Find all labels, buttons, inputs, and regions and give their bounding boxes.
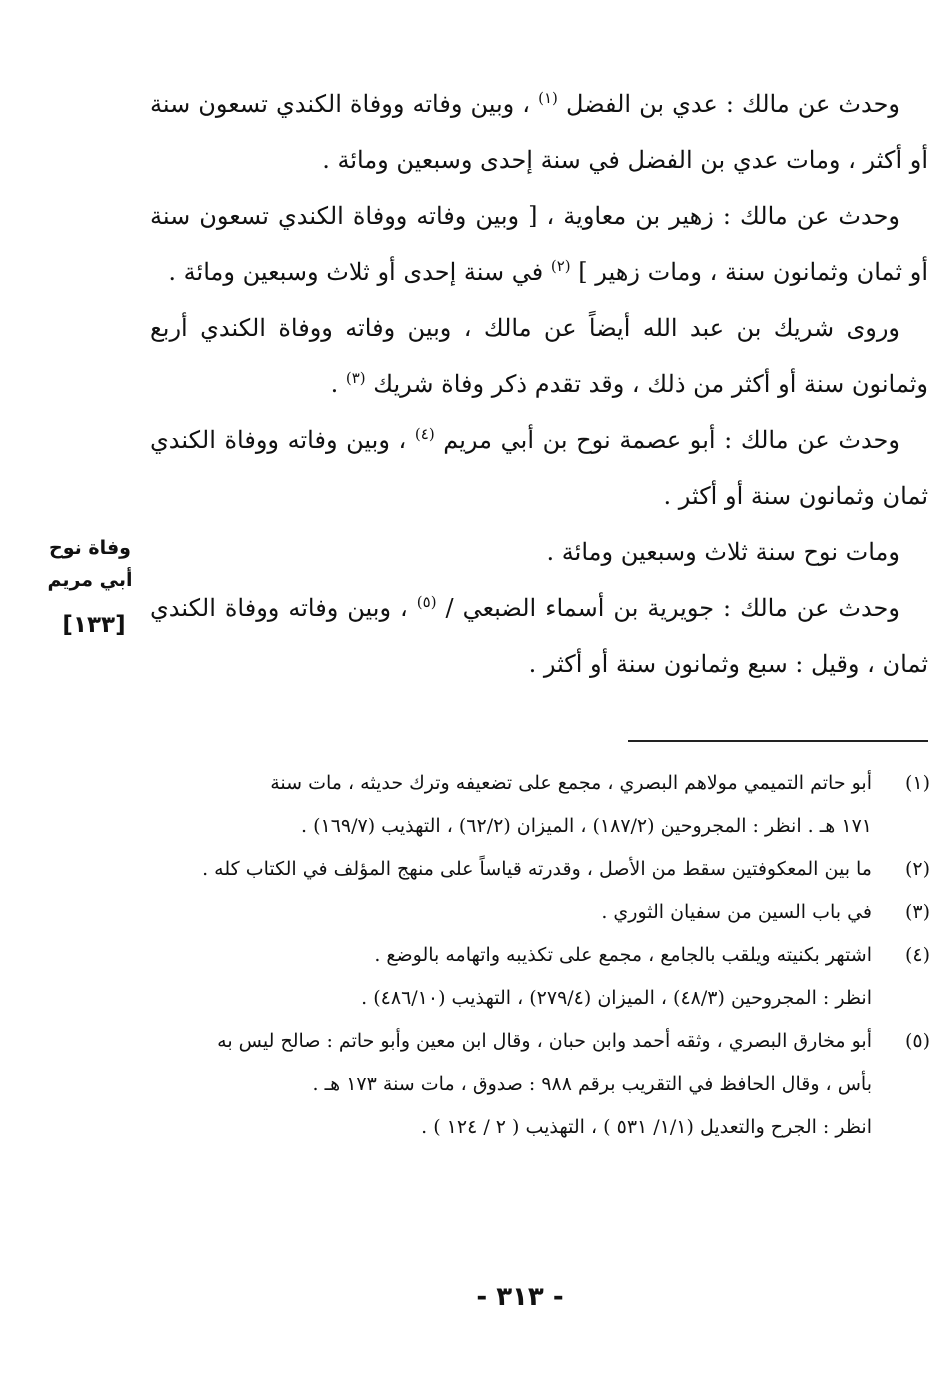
paragraph-text: ، وبين وفاته ووفاة الكندي ثمان ، وقيل : سبع وثمانون سنة أو أكثر . xyxy=(150,594,928,678)
footnote-line: أبو حاتم التميمي مولاهم البصري ، مجمع على تضعيفه وترك حديثه ، مات سنة xyxy=(270,772,872,794)
paragraph-text: ، وبين وفاته ووفاة الكندي تسعون سنة أو أكثر ، ومات عدي بن الفضل في سنة إحدى وسبعين ومائة . xyxy=(150,90,928,174)
footnote-line: اشتهر بكنيته ويلقب بالجامع ، مجمع على تكذيبه واتهامه بالوضع . xyxy=(374,944,872,966)
footnote-4 xyxy=(150,934,930,1020)
footnote-divider xyxy=(628,740,928,742)
manuscript-page-ref: [١٣٣] xyxy=(62,612,126,638)
margin-heading-line: وفاة نوح xyxy=(49,537,131,559)
footnote-number: (٣) xyxy=(904,901,930,923)
footnotes xyxy=(150,762,930,1149)
footnote-number: (٥) xyxy=(904,1030,930,1052)
paragraph-text: وحدث عن مالك : أبو عصمة نوح بن أبي مريم xyxy=(443,426,900,454)
paragraph-text: في سنة إحدى أو ثلاث وسبعين ومائة . xyxy=(168,258,544,286)
footnote-5 xyxy=(150,1020,930,1149)
footnote-number: (٤) xyxy=(904,944,930,966)
paragraph-text: ، وبين وفاته ووفاة الكندي ثمان وثمانون سنة أو أكثر . xyxy=(150,426,928,510)
main-text xyxy=(150,76,928,692)
footnote-ref: (١) xyxy=(538,89,558,107)
paragraph-2 xyxy=(150,188,928,300)
paragraph-text: . xyxy=(330,370,339,398)
footnote-line: ما بين المعكوفتين سقط من الأصل ، وقدرته قياساً على منهج المؤلف في الكتاب كله . xyxy=(202,858,872,880)
paragraph-6 xyxy=(150,580,928,692)
paragraph-text: وحدث عن مالك : جويرية بن أسماء الضبعي / xyxy=(445,594,900,622)
footnote-number: (١) xyxy=(904,772,930,794)
footnote-2 xyxy=(150,848,930,891)
paragraph-text: وحدث عن مالك : زهير بن معاوية ، [ وبين وفاته ووفاة الكندي تسعون سنة أو ثمان وثمانون سنة ، ومات زهير ] xyxy=(150,202,928,286)
paragraph-1 xyxy=(150,76,928,188)
footnote-number: (٢) xyxy=(904,858,930,880)
footnote-1 xyxy=(150,762,930,848)
paragraph-5 xyxy=(150,524,928,580)
footnote-ref: (٥) xyxy=(416,593,437,611)
footnote-line: في باب السين من سفيان الثوري . xyxy=(601,901,872,923)
footnote-line: انظر : المجروحين (٤٨/٣) ، الميزان (٢٧٩/٤) ، التهذيب (٤٨٦/١٠) . xyxy=(361,987,872,1009)
paragraph-text: ومات نوح سنة ثلاث وسبعين ومائة . xyxy=(546,538,900,566)
footnote-ref: (٣) xyxy=(345,369,366,387)
footnote-line: انظر : الجرح والتعديل (١/١/ ٥٣١ ) ، التهذيب ( ٢ / ١٢٤ ) . xyxy=(421,1116,872,1138)
paragraph-3 xyxy=(150,300,928,412)
paragraph-text: وحدث عن مالك : عدي بن الفضل xyxy=(565,90,900,118)
footnote-3 xyxy=(150,891,930,934)
footnote-ref: (٤) xyxy=(414,425,435,443)
footnote-ref: (٢) xyxy=(550,257,571,275)
footnote-line: ١٧١ هـ . انظر : المجروحين (١٨٧/٢) ، الميزان (٦٢/٢) ، التهذيب (١٦٩/٧) . xyxy=(301,815,872,837)
footnote-line: أبو مخارق البصري ، وثقه أحمد وابن حبان ، وقال ابن معين وأبو حاتم : صالح ليس به xyxy=(217,1030,872,1052)
paragraph-4 xyxy=(150,412,928,524)
footnote-line: بأس ، وقال الحافظ في التقريب برقم ٩٨٨ : صدوق ، مات سنة ١٧٣ هـ . xyxy=(312,1073,872,1095)
page-number: - ٣١٣ - xyxy=(476,1282,564,1312)
margin-heading-line: أبي مريم xyxy=(47,569,133,591)
paragraph-text: وروى شريك بن عبد الله أيضاً عن مالك ، وبين وفاته ووفاة الكندي أربع وثمانون سنة أو أكثر من ذلك ، وقد تقدم ذكر وفاة شريك xyxy=(150,314,928,398)
margin-heading xyxy=(40,532,140,596)
